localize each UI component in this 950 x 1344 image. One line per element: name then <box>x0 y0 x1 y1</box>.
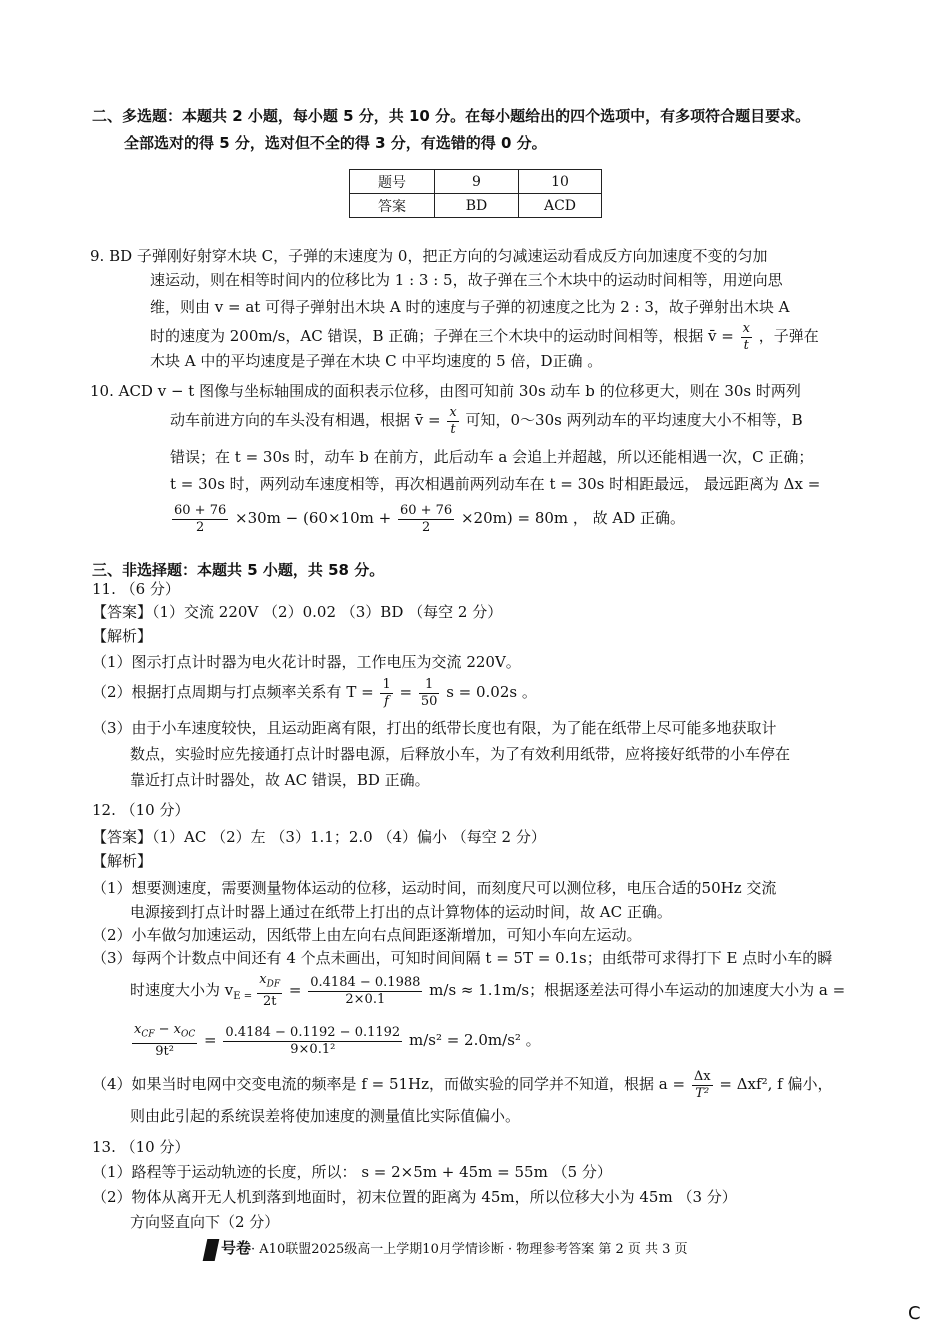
table-answer-label: 答案 <box>350 194 435 218</box>
q9-line5: 木块 A 中的平均速度是子弹在木块 C 中平均速度的 5 倍，D正确 。 <box>150 352 603 370</box>
q9-line3: 维，则由 v = at 可得子弹射出木块 A 时的速度与子弹的初速度之比为 2 : 3，故子弹射出木块 A <box>150 298 790 316</box>
q12-p3-line2b: m/s ≈ 1.1m/s；根据逐差法可得小车运动的加速度大小为 a = <box>429 981 846 999</box>
answer-table <box>349 169 602 218</box>
q13-p3: 方向竖直向下（2 分） <box>130 1213 280 1231</box>
table-a10: ACD <box>519 194 602 218</box>
footer-text: · A10联盟2025级高一上学期10月学情诊断 · 物理参考答案 第 2 页 共 3 页 <box>251 1242 688 1257</box>
q11-p2b: s = 0.02s 。 <box>446 683 537 701</box>
q11-answer: 【答案】（1）交流 220V （2）0.02 （3）BD （每空 2 分） <box>92 603 503 621</box>
brand-logo-icon <box>203 1239 220 1261</box>
q12-p4-line1 <box>92 1066 832 1102</box>
q12-analysis-label: 【解析】 <box>92 852 153 870</box>
q12-p4-line2: 则由此引起的系统误差将使加速度的测量值比实际值偏小。 <box>130 1107 521 1125</box>
table-q10: 10 <box>519 170 602 194</box>
q9-line4a: 时的速度为 200m/s，AC 错误，B 正确；子弹在三个木块中的运动时间相等，根据 v̄ = <box>150 327 734 345</box>
section3-title: 三、非选择题：本题共 5 小题，共 58 分。 <box>92 561 385 579</box>
fraction-1-over-50: $\frac{1}{50}$ <box>420 676 438 709</box>
q11-p1: （1）图示打点计时器为电火花计时器，工作电压为交流 220V。 <box>92 653 521 671</box>
q11-p2a: （2）根据打点周期与打点频率关系有 T = <box>92 683 374 701</box>
q13-p2: （2）物体从离开无人机到落到地面时，初末位置的距离为 45m，所以位移大小为 45m （3 分） <box>92 1188 737 1206</box>
q9-line1: 9. BD 子弹刚好射穿木块 C，子弹的末速度为 0，把正方向的匀减速运动看成反方向加速度不变的匀加 <box>90 247 768 265</box>
q10-line2 <box>170 402 803 438</box>
fraction-sum-2: $\frac{60 + 76}{2}$ <box>399 502 453 535</box>
q10-line1: 10. ACD v − t 图像与坐标轴围成的面积表示位移，由图可知前 30s 动车 b 的位移更大，则在 30s 时两列 <box>90 382 801 400</box>
q10-line5b: ×20m) = 80m ， 故 AD 正确。 <box>460 509 686 527</box>
q13-p1: （1）路程等于运动轨迹的长度，所以： s = 2×5m + 45m = 55m （5 分） <box>92 1163 612 1181</box>
q11-p2: （2）根据打点周期与打点频率关系有 T = $\frac{1}{f}$ = $\frac{1}{50}$ s = 0.02s 。 <box>92 676 537 709</box>
q12-p3-line2a: 时速度大小为 v <box>130 981 234 999</box>
q12-p3-line3: $\frac{x_{CF} - x_{OC}}{\text{9t²}}$ = $\frac{0.4184 - 0.1192 - 0.1192}{\text{9×0.1²}}$ m/s² = 2.0m/s² 。 <box>134 1022 541 1059</box>
q9-line2: 速运动，则在相等时间内的位移比为 1 : 3 : 5，故子弹在三个木块中的运动时间相等，用逆向思 <box>150 271 783 289</box>
q12-p4-line1a: （4）如果当时电网中交变电流的频率是 f = 51Hz，而做实验的同学并不知道，根据 a = <box>92 1075 686 1093</box>
q9-line4b: ，子弹在 <box>758 327 819 345</box>
fraction-xdf-over-2t: $\frac{x_{DF}}{2t}$ <box>259 972 281 1009</box>
q13-head: 13. （10 分） <box>92 1138 190 1156</box>
q10-line4: t = 30s 时，两列动车速度相等，再次相遇前两列动车在 t = 30s 时相距最远， 最远距离为 Δx = <box>170 475 821 493</box>
q10-line3: 错误；在 t = 30s 时，动车 b 在前方，此后动车 a 会追上并超越，所以还能相遇一次，C 正确； <box>170 448 814 466</box>
q11-p3-line2: 数点，实验时应先接通打点计时器电源，后释放小车，为了有效利用纸带，应将接好纸带的小车停在 <box>130 745 791 763</box>
q10-line2b: 可知，0～30s 两列动车的平均速度大小不相等，B <box>465 411 803 429</box>
q12-p1-line1: （1）想要测速度，需要测量物体运动的位移，运动时间，而刻度尺可以测位移，电压合适的50Hz 交流 <box>92 879 777 897</box>
section2-rule: 全部选对的得 5 分，选对但不全的得 3 分，有选错的得 0 分。 <box>124 134 547 152</box>
q12-p4-line1b: = Δxf², f 偏小， <box>719 1075 833 1093</box>
q11-p3-line3: 靠近打点计时器处，故 AC 错误，BD 正确。 <box>130 771 430 789</box>
page-footer <box>205 1237 688 1261</box>
section2-title: 二、多选题：本题共 2 小题，每小题 5 分，共 10 分。在每小题给出的四个选项中，有多项符合题目要求。 <box>92 107 811 125</box>
fraction-x-over-t-2: $\frac{x}{t}$ <box>449 404 457 437</box>
table-header-label: 题号 <box>350 170 435 194</box>
q12-answer: 【答案】（1）AC （2）左 （3）1.1；2.0 （4）偏小 （每空 2 分） <box>92 828 546 846</box>
fraction-dx-over-t2: $\frac{\Delta x}{\text{T²}}$ <box>693 1068 711 1101</box>
fraction-velocity-calc: $\frac{0.4184 - 0.1988}{2\times 0.1}$ <box>310 974 421 1007</box>
q12-p3-line2: 时速度大小为 $v_{E =}$ $\frac{x_{DF}}{2t}$ = $\frac{0.4184 - 0.1988}{2\times 0.1}$ m/s ≈ 1.1m/s；根据逐差法可得小车运动的加速度大小为 a = <box>130 972 846 1009</box>
corner-mark: C <box>908 1303 921 1324</box>
table-q9: 9 <box>435 170 519 194</box>
q12-p3-line1: （3）每两个计数点中间还有 4 个点未画出，可知时间间隔 t = 5T = 0.1s；由纸带可求得打下 E 点时小车的瞬 <box>92 949 833 967</box>
q10-line5 <box>170 500 685 536</box>
fraction-1-over-f: $\frac{1}{f}$ <box>382 676 391 709</box>
q9-line4 <box>150 318 819 354</box>
table-a9: BD <box>435 194 519 218</box>
q10-line5a: ×30m − (60×10m + <box>235 509 392 527</box>
fraction-xcf-xoc-over-9t2: $\frac{x_{CF} - x_{OC}}{\text{9t²}}$ <box>134 1022 196 1059</box>
q12-p3-line3-tail: m/s² = 2.0m/s² 。 <box>408 1031 541 1049</box>
q12-p1-line2: 电源接到打点计时器上通过在纸带上打出的点计算物体的运动时间，故 AC 正确。 <box>130 903 672 921</box>
q11-p3-line1: （3）由于小车速度较快，且运动距离有限，打出的纸带长度也有限，为了能在纸带上尽可能多地获取计 <box>92 719 777 737</box>
q12-head: 12. （10 分） <box>92 801 190 819</box>
q10-line2a: 动车前进方向的车头没有相遇，根据 v̄ = <box>170 411 441 429</box>
fraction-acceleration-calc: $\frac{0.4184 - 0.1192 - 0.1192}{\text{9×0.1²}}$ <box>225 1024 401 1057</box>
q12-p2: （2）小车做匀加速运动，因纸带上由左向右点间距逐渐增加，可知小车向左运动。 <box>92 926 642 944</box>
q11-analysis-label: 【解析】 <box>92 627 153 645</box>
fraction-sum-1: $\frac{60 + 76}{2}$ <box>174 502 227 535</box>
q11-head: 11. （6 分） <box>92 580 180 598</box>
fraction-x-over-t: $\frac{x}{t}$ <box>742 320 750 353</box>
brand-name: 号卷 <box>221 1239 252 1257</box>
